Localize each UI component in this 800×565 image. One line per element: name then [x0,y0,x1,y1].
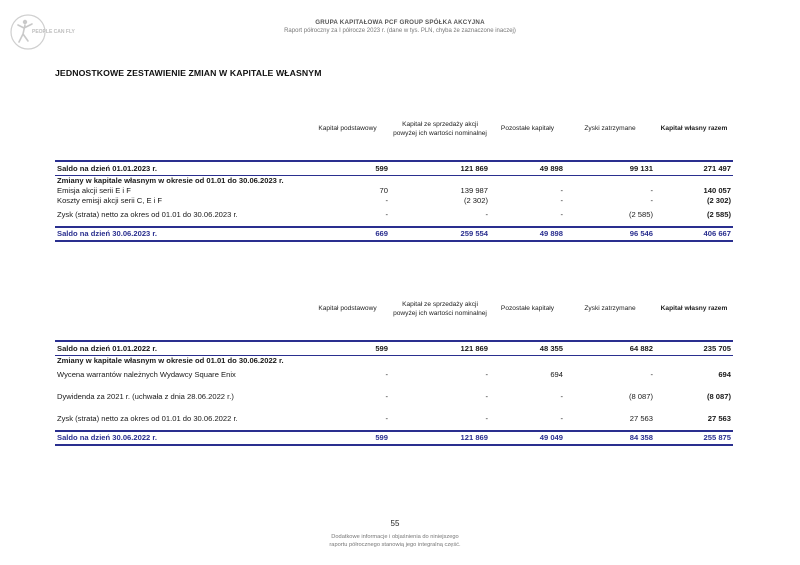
cell-value: - [650,369,653,379]
cell-value: - [560,185,563,195]
cell-value: 694 [718,369,731,379]
cell-value: - [385,195,388,205]
footer-line: raportu półrocznego stanowią jego integralną część. [329,542,461,548]
cell-value: - [560,209,563,219]
cell-value: - [485,209,488,219]
cell-value: 599 [305,341,390,356]
column-header: Kapitał własny razem [660,305,728,313]
cell-value: 48 355 [490,341,565,356]
cell-value: 99 131 [565,161,655,176]
cell-value: - [560,391,563,401]
cell-value: (2 302) [463,195,488,205]
cell-value: 406 667 [655,227,733,241]
report-company: GRUPA KAPITAŁOWA PCF GROUP SPÓŁKA AKCYJNA [315,19,485,26]
cell-value: 599 [305,431,390,445]
table-row [55,402,733,424]
column-header: Kapitał ze sprzedaży akcji powyżej ich wartości nominalnej [393,300,487,317]
cell-value: (2 585) [706,209,731,219]
cell-value: - [650,195,653,205]
table-header-row [55,287,733,331]
opening-balance-row [55,161,733,176]
cell-value: 259 554 [390,227,490,241]
column-header: Pozostałe kapitały [500,305,555,313]
closing-balance-row [55,227,733,241]
cell-value: 49 898 [490,161,565,176]
page-number: 55 [390,519,400,528]
section-heading-row [55,176,733,186]
column-header: Zyski zatrzymane [584,305,636,313]
column-header: Kapitał własny razem [660,125,728,133]
cell-value: 27 563 [707,413,731,423]
cell-value: 84 358 [565,431,655,445]
cell-value: 70 [379,185,388,195]
cell-value: - [485,413,488,423]
page-footer [0,533,790,549]
spacer-row [55,424,733,431]
cell-value: 121 869 [390,341,490,356]
cell-value: - [385,413,388,423]
cell-value: 599 [305,161,390,176]
row-label: Emisja akcji serii E i F [57,185,131,195]
table-row [55,186,733,196]
row-label: Saldo na dzień 30.06.2023 r. [55,227,305,241]
row-label: Koszty emisji akcji serii C, E i F [57,195,163,205]
row-label: Wycena warrantów należnych Wydawcy Square Enix [57,369,236,379]
row-label: Zysk (strata) netto za okres od 01.01 do 30.06.2022 r. [57,413,238,423]
spacer-row [55,151,733,161]
cell-value: 669 [305,227,390,241]
cell-value: 96 546 [565,227,655,241]
cell-value: - [560,195,563,205]
column-header: Kapitał podstawowy [318,305,377,313]
cell-value: 235 705 [655,341,733,356]
cell-value: 271 497 [655,161,733,176]
cell-value: 121 869 [390,431,490,445]
table-header-row [55,107,733,151]
row-label: Saldo na dzień 30.06.2022 r. [55,431,305,445]
row-label: Saldo na dzień 01.01.2022 r. [55,341,305,356]
cell-value: - [385,369,388,379]
cell-value: 255 875 [655,431,733,445]
cell-value: 694 [550,369,563,379]
column-header: Zyski zatrzymane [584,125,636,133]
table-row [55,366,733,380]
equity-table-2022 [55,287,733,446]
page-title: JEDNOSTKOWE ZESTAWIENIE ZMIAN W KAPITALE WŁASNYM [55,68,322,78]
section-heading: Zmiany w kapitale własnym w okresie od 01.01 do 30.06.2023 r. [57,176,284,185]
cell-value: - [650,185,653,195]
report-subtitle: Raport półroczny za I półrocze 2023 r. (dane w tys. PLN, chyba że zaznaczone inaczej) [284,28,516,34]
opening-balance-row [55,341,733,356]
cell-value: 140 057 [703,185,731,195]
cell-value: - [485,369,488,379]
cell-value: (8 087) [706,391,731,401]
cell-value: (8 087) [628,391,653,401]
cell-value: (2 585) [628,209,653,219]
row-label: Dywidenda za 2021 r. (uchwała z dnia 28.06.2022 r.) [57,391,234,401]
cell-value: - [560,413,563,423]
table-row [55,206,733,220]
cell-value: 121 869 [390,161,490,176]
cell-value: - [485,391,488,401]
header-empty [55,107,305,151]
section-heading: Zmiany w kapitale własnym w okresie od 01.01 do 30.06.2022 r. [57,356,284,365]
cell-value: 64 882 [565,341,655,356]
cell-value: 139 987 [460,185,488,195]
table-row [55,196,733,206]
cell-value: (2 302) [706,195,731,205]
cell-value: 27 563 [629,413,653,423]
cell-value: 49 898 [490,227,565,241]
cell-value: - [385,391,388,401]
cell-value: - [385,209,388,219]
section-heading-row [55,356,733,366]
spacer-row [55,331,733,341]
spacer-row [55,220,733,227]
header-empty [55,287,305,331]
logo-text: PEOPLE CAN FLY [32,29,75,35]
equity-table-2023 [55,107,733,242]
column-header: Kapitał podstawowy [318,125,377,133]
closing-balance-row [55,431,733,445]
table-row [55,380,733,402]
column-header: Kapitał ze sprzedaży akcji powyżej ich wartości nominalnej [393,120,487,137]
column-header: Pozostałe kapitały [500,125,555,133]
cell-value: 49 049 [490,431,565,445]
row-label: Saldo na dzień 01.01.2023 r. [55,161,305,176]
row-label: Zysk (strata) netto za okres od 01.01 do 30.06.2023 r. [57,209,238,219]
footer-line: Dodatkowe informacje i objaśnienia do niniejszego [331,534,459,540]
